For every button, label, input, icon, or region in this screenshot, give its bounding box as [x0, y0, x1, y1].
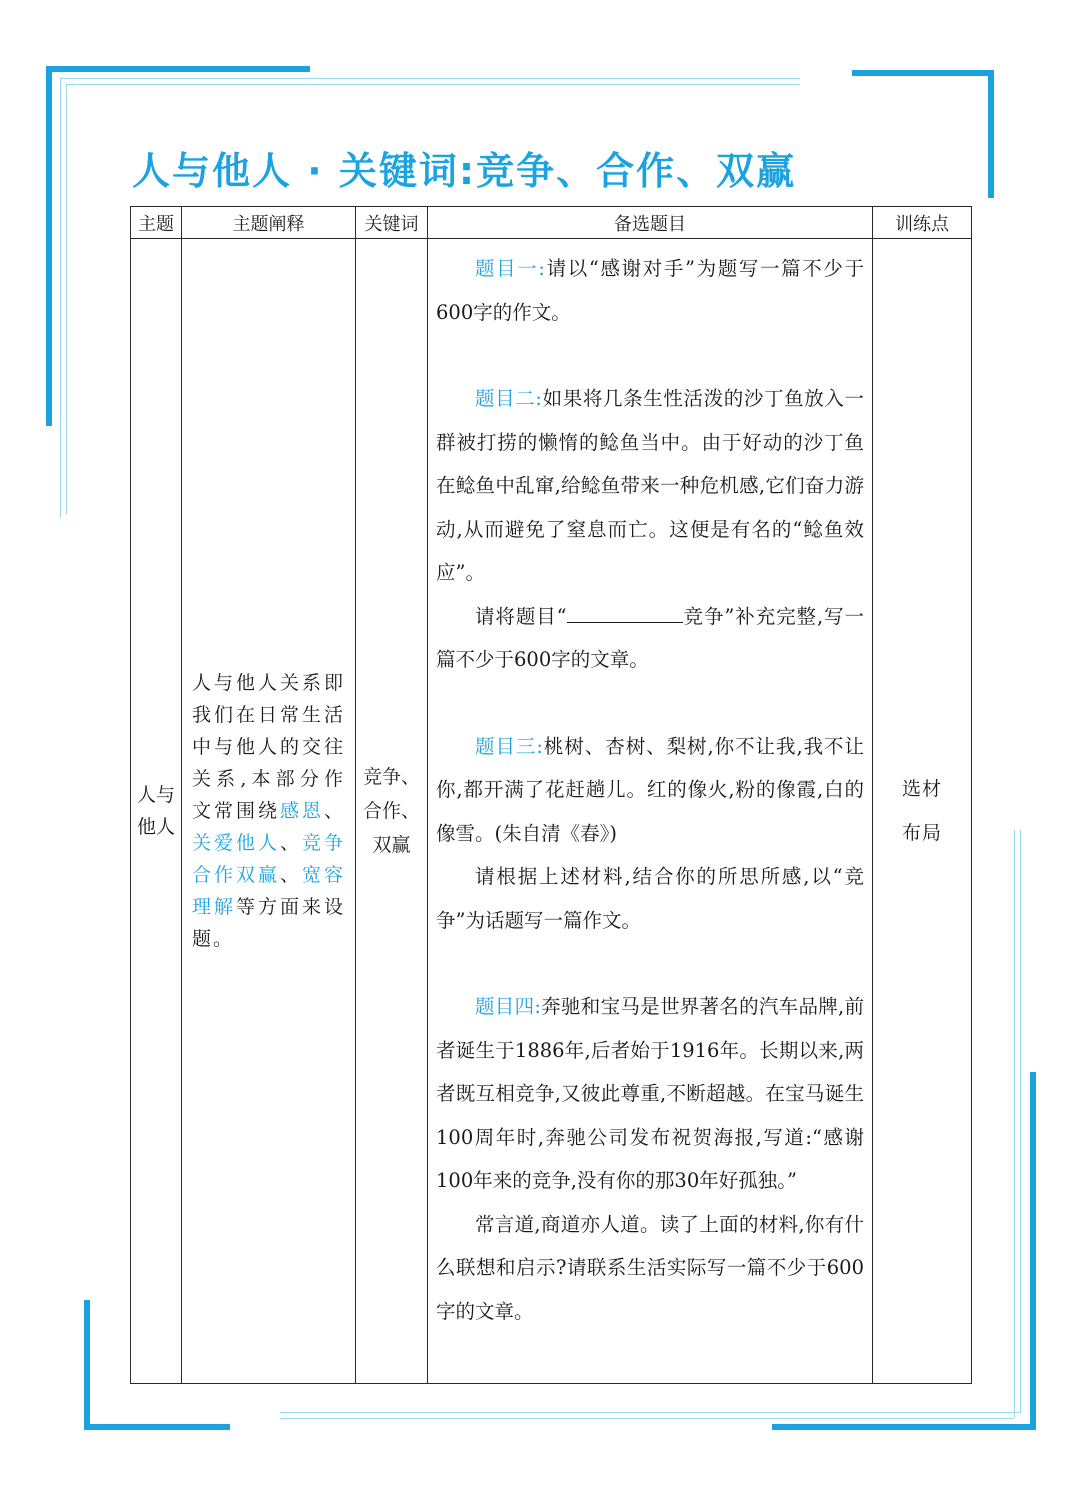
explanation-sep-3: 、: [279, 864, 302, 886]
training-point-cell: [873, 239, 972, 1384]
frame-thin-top-1: [60, 78, 800, 79]
question-4-text: 奔驰和宝马是世界著名的汽车品牌,前者诞生于1886年,后者始于1916年。长期以来,两者既互相竞争,又彼此尊重,不断超越。在宝马诞生100周年时,奔驰公司发布祝贺海报,写道:“感谢100年来的竞争,没有你的那30年好孤独。”: [436, 995, 864, 1192]
question-1-label: 题目一:: [475, 257, 545, 280]
keyword-care: 关爱他人: [192, 832, 280, 854]
keyword-item: 双赢: [372, 834, 411, 856]
question-3: [436, 725, 864, 943]
header-row: [131, 207, 972, 239]
explanation-sep-1: 、: [323, 800, 345, 822]
frame-thin-bottom-2: [280, 1418, 1014, 1419]
question-1: [436, 247, 864, 334]
header-topic: 主题: [131, 207, 182, 239]
fill-in-blank: [567, 600, 683, 623]
frame-bottom-left-h: [84, 1424, 230, 1430]
question-2-label: 题目二:: [475, 387, 542, 410]
training-point-item: 选材: [901, 778, 942, 800]
header-training-point: 训练点: [873, 207, 972, 239]
question-2: [436, 377, 864, 682]
explanation-text-1: 人与他人关系即我们在日常生活中与他人的交往关系,本部分作文常围绕: [192, 672, 345, 822]
question-2-prompt-before: 请将题目“: [475, 604, 567, 628]
table-row: [131, 239, 972, 1384]
questions-cell: [428, 239, 873, 1384]
frame-bottom-left-v: [84, 1300, 90, 1430]
header-keywords: 关键词: [356, 207, 428, 239]
explanation-text-2: 等方面来设题。: [192, 896, 345, 950]
question-3-prompt: 请根据上述材料,结合你的所思所感,以“竞争”为话题写一篇作文。: [436, 865, 864, 932]
question-2-prompt-after: 竞争”补充完整,写一篇不少于600字的文章。: [436, 604, 864, 671]
question-4-label: 题目四:: [475, 995, 541, 1018]
keywords-cell: [356, 239, 428, 1384]
training-point-item: 布局: [901, 822, 942, 844]
topic-table: [130, 206, 972, 1384]
keyword-gratitude: 感恩: [279, 800, 324, 822]
topic-cell: [131, 239, 182, 1384]
frame-thin-right-1: [1014, 830, 1015, 1418]
page-title: 人与他人 · 关键词:竞争、合作、双赢: [132, 149, 797, 193]
question-3-text: 桃树、杏树、梨树,你不让我,我不让你,都开满了花赶趟儿。红的像火,粉的像霞,白的像雪。(朱自清《春》): [436, 734, 864, 845]
frame-bottom-right-h: [772, 1424, 1036, 1430]
header-explanation: 主题阐释: [182, 207, 356, 239]
question-1-text: 请以“感谢对手”为题写一篇不少于600字的作文。: [436, 257, 864, 324]
frame-top-right-v: [988, 70, 994, 198]
explanation-sep-2: 、: [279, 832, 302, 854]
explanation-cell: [182, 239, 356, 1384]
frame-thin-left-1: [60, 78, 61, 518]
question-2-text: 如果将几条生性活泼的沙丁鱼放入一群被打捞的懒惰的鲶鱼当中。由于好动的沙丁鱼在鲶鱼中乱窜,给鲶鱼带来一种危机感,它们奋力游动,从而避免了窒息而亡。这便是有名的“鲶鱼效应”。: [436, 387, 864, 584]
keyword-win-win: 竞争合作双赢: [192, 832, 345, 886]
frame-bottom-right-v: [1030, 1072, 1036, 1430]
keyword-tolerance: 宽容理解: [192, 864, 345, 918]
question-3-label: 题目三:: [475, 734, 543, 758]
frame-thin-bottom-1: [280, 1412, 1020, 1413]
topic-text: 人与他人: [137, 784, 176, 838]
frame-top-left-v: [46, 66, 52, 426]
frame-thin-left-2: [66, 84, 67, 514]
keyword-item: 竞争、: [362, 766, 420, 788]
frame-top-left-h: [46, 66, 310, 72]
question-4-prompt: 常言道,商道亦人道。读了上面的材料,你有什么联想和启示?请联系生活实际写一篇不少于600字的文章。: [436, 1212, 864, 1323]
keyword-item: 合作、: [362, 800, 420, 822]
header-questions: 备选题目: [428, 207, 873, 239]
question-4: [436, 985, 864, 1333]
frame-thin-right-2: [1020, 830, 1021, 1413]
frame-top-right-h: [852, 70, 994, 76]
frame-thin-top-2: [66, 84, 800, 85]
